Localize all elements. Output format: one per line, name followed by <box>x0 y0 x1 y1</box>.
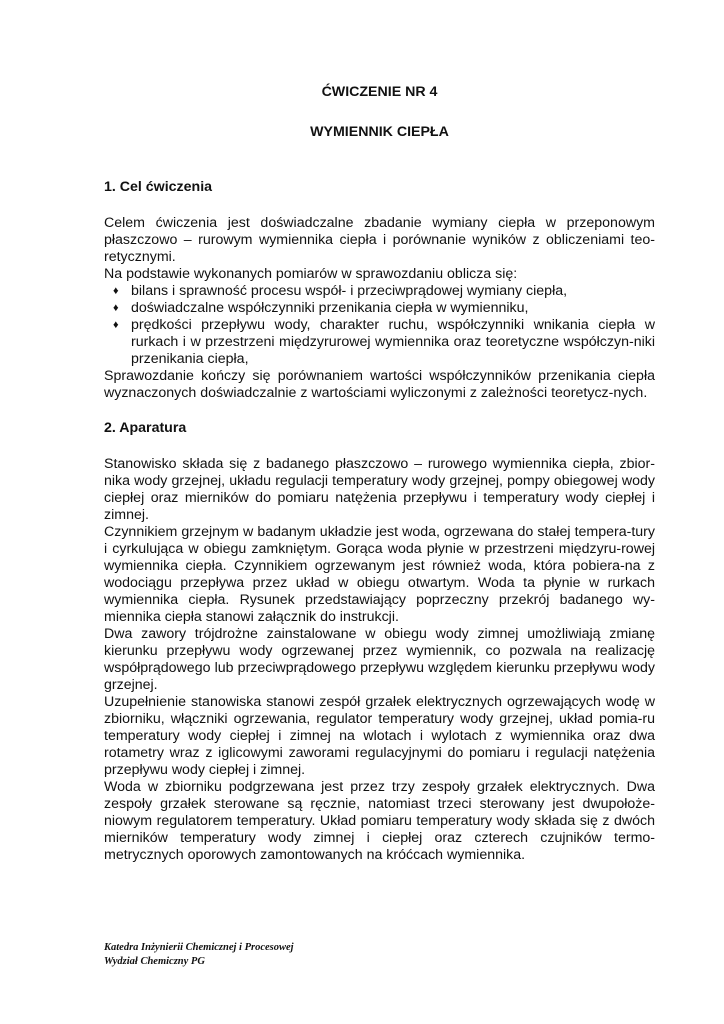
apparatus-paragraph: Czynnikiem grzejnym w badanym układzie jest woda, ogrzewana do stałej tempera-tury i cyrkulująca w obiegu zamkniętym. Gorąca woda płynie w przestrzeni międzyru-rowej wymiennika ciepła. Czynnikiem ogrzewanym jest również woda, która pobiera-na z wodociągu przepływa przez układ w obiegu otwartym. Woda ta płynie w rurkach wymiennika ciepła. Rysunek przedstawiający poprzeczny przekrój badanego wy-miennika ciepła stanowi załącznik do instrukcji. <box>104 524 655 625</box>
apparatus-paragraph: Dwa zawory trójdrożne zainstalowane w obiegu wody zimnej umożliwiają zmianę kierunku przepływu wody ogrzewanej przez wymiennik, co pozwala na realizację współprądowego lub przeciwprądowego przepływu względem kierunku przepływu wody grzejnej. <box>104 626 655 693</box>
apparatus-paragraph: Woda w zbiorniku podgrzewana jest przez trzy zespoły grzałek elektrycznych. Dwa zespoły grzałek sterowane są ręcznie, natomiast trzeci sterowany jest dwupołoże-niowym regulatorem temperatury. Układ pomiaru temperatury wody składa się z dwóch mierników temperatury wody zimnej i ciepłej oraz czterech czujników termo-metrycznych oporowych zamontowanych na króćcach wymiennika. <box>104 779 655 863</box>
apparatus-paragraph: Stanowisko składa się z badanego płaszczowo – rurowego wymiennika ciepła, zbior-nika wody grzejnej, układu regulacji temperatury wody grzejnej, pompy obiegowej wody ciepłej oraz mierników do pomiaru natężenia przepływu i temperatury wody ciepłej i zimnej. <box>104 456 655 523</box>
list-item: ♦ prędkości przepływu wody, charakter ruchu, współczynniki wnikania ciepła w rurkach i w przestrzeni międzyrurowej wymiennika oraz teoretyczne współczyn-niki przenikania ciepła, <box>113 317 655 367</box>
diamond-bullet-icon: ♦ <box>113 285 119 297</box>
exercise-subtitle: WYMIENNIK CIEPŁA <box>310 124 449 140</box>
exercise-title: ĆWICZENIE NR 4 <box>321 84 438 100</box>
list-item: ♦ doświadczalne współczynniki przenikania ciepła w wymienniku, <box>113 300 529 316</box>
calculations-intro: Na podstawie wykonanych pomiarów w sprawozdaniu oblicza się: <box>104 266 518 282</box>
footer-department: Katedra Inżynierii Chemicznej i Procesowej <box>104 942 294 953</box>
footer-faculty: Wydział Chemiczny PG <box>104 956 205 967</box>
section-heading-apparatus: 2. Aparatura <box>104 420 187 436</box>
diamond-bullet-icon: ♦ <box>113 319 119 331</box>
report-summary-paragraph: Sprawozdanie kończy się porównaniem wartości współczynników przenikania ciepła wyznaczonych doświadczalnie z wartościami wyliczonymi z zależności teoretycz-nych. <box>104 368 655 401</box>
calculations-list <box>104 283 655 368</box>
document-page <box>104 84 655 864</box>
page-footer <box>104 941 294 969</box>
section-heading-goal: 1. Cel ćwiczenia <box>104 179 213 195</box>
goal-paragraph: Celem ćwiczenia jest doświadczalne zbadanie wymiany ciepła w przeponowym płaszczowo – rurowym wymiennika ciepła i porównanie wyników z obliczeniami teo-retycznymi. <box>104 215 655 265</box>
list-item: ♦ bilans i sprawność procesu współ- i przeciwprądowej wymiany ciepła, <box>113 283 568 299</box>
diamond-bullet-icon: ♦ <box>113 302 119 314</box>
apparatus-paragraph: Uzupełnienie stanowiska stanowi zespół grzałek elektrycznych ogrzewających wodę w zbiorniku, włączniki ogrzewania, regulator temperatury wody grzejnej, układ pomia-ru temperatury wody ciepłej i zimnej na wlotach i wylotach z wymiennika oraz dwa rotametry wraz z iglicowymi zaworami regulacyjnymi do pomiaru i regulacji natężenia przepływu wody ciepłej i zimnej. <box>104 694 655 778</box>
